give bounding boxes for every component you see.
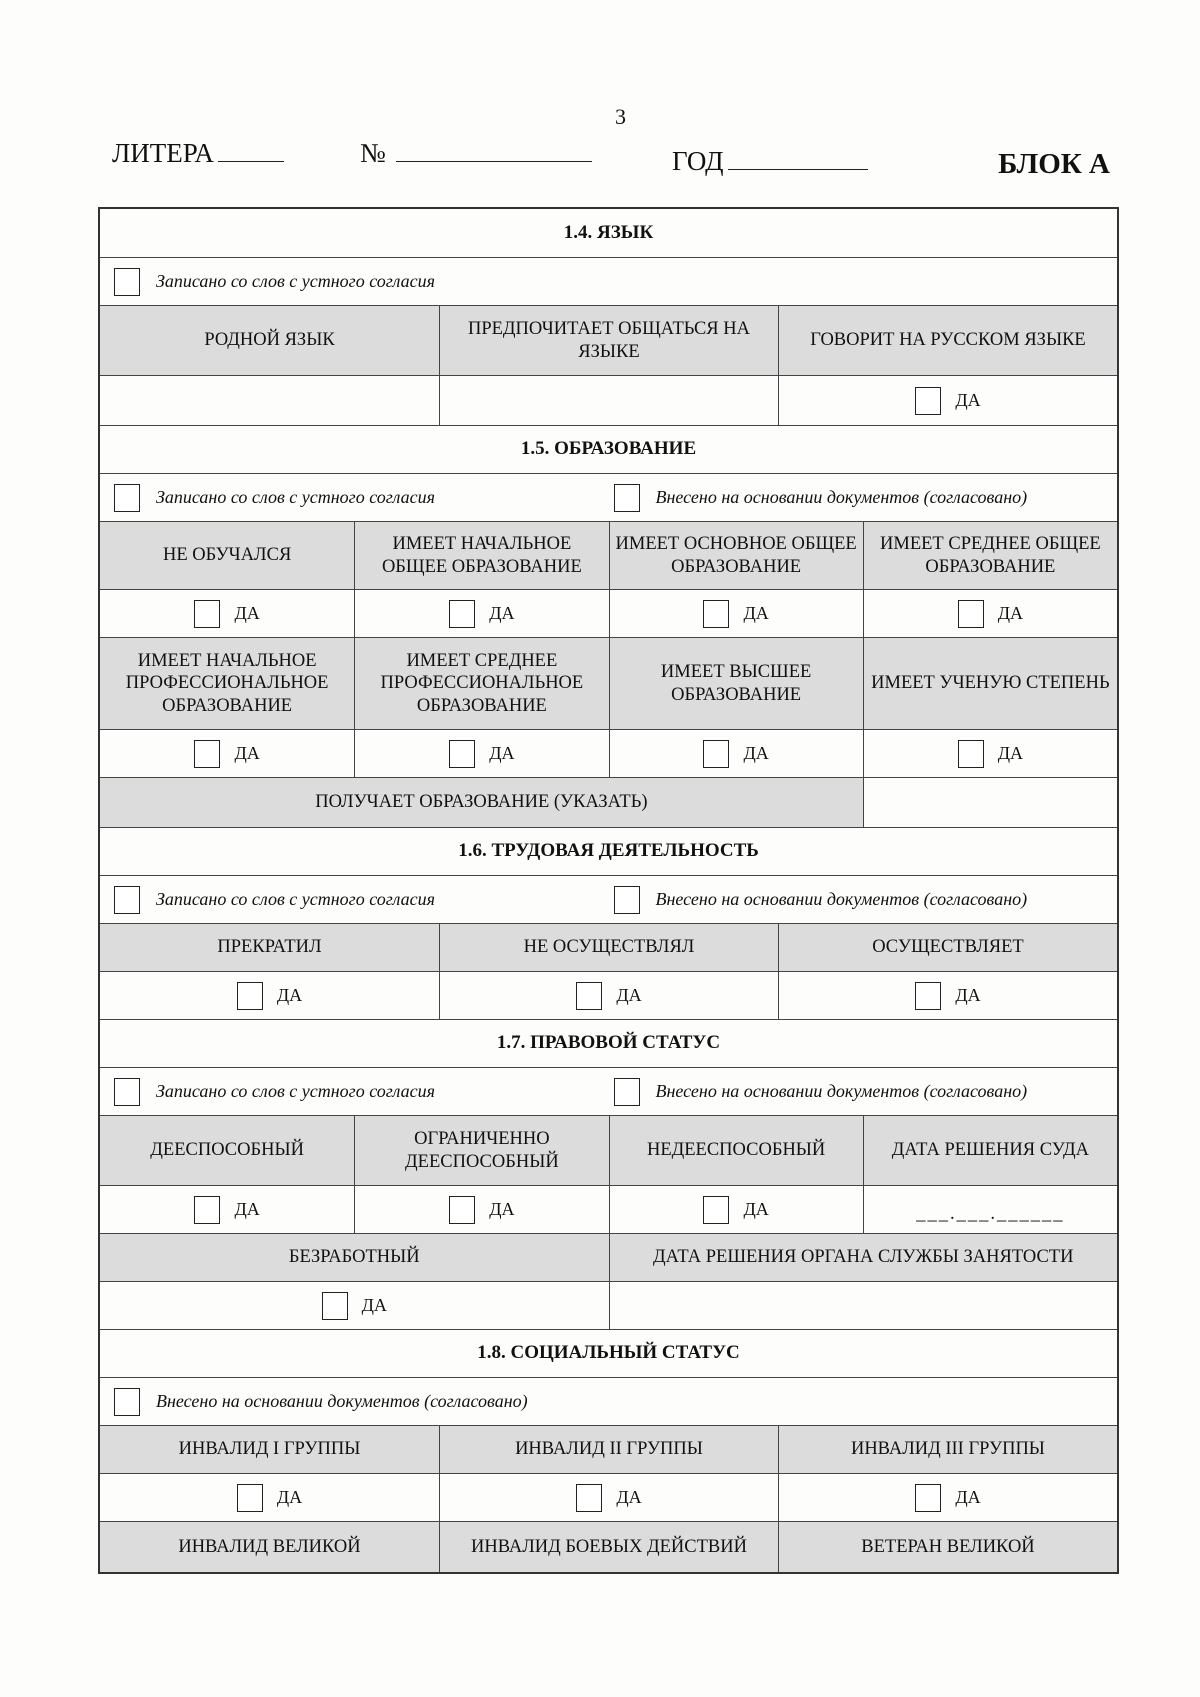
yes-checkbox[interactable] bbox=[958, 740, 984, 768]
yes-label: ДА bbox=[361, 1294, 387, 1315]
header-cell: ИМЕЕТ УЧЕНУЮ СТЕПЕНЬ bbox=[863, 638, 1117, 729]
yes-label: ДА bbox=[955, 389, 981, 410]
oral-consent-note: Записано со слов с устного согласия bbox=[156, 1080, 435, 1101]
header-cell: ПРЕДПОЧИТАЕТ ОБЩАТЬСЯ НА ЯЗЫКЕ bbox=[439, 306, 778, 375]
yes-label: ДА bbox=[997, 742, 1024, 763]
yes-label: ДА bbox=[616, 1486, 642, 1507]
header-cell: ДАТА РЕШЕНИЯ СУДА bbox=[863, 1116, 1117, 1185]
header-cell: ГОВОРИТ НА РУССКОМ ЯЗЫКЕ bbox=[778, 306, 1117, 375]
documents-note: Внесено на основании документов (согласовано) bbox=[156, 1390, 528, 1411]
header-cell: ОГРАНИЧЕННО ДЕЕСПОСОБНЫЙ bbox=[354, 1116, 608, 1185]
section-title-row bbox=[100, 827, 1117, 875]
header-cell: ИНВАЛИД III ГРУППЫ bbox=[778, 1426, 1117, 1473]
yes-checkbox[interactable] bbox=[958, 600, 984, 628]
header-cell: РОДНОЙ ЯЗЫК bbox=[100, 306, 439, 375]
answer-row bbox=[100, 729, 1117, 777]
litera-input-line[interactable] bbox=[218, 160, 284, 162]
yes-checkbox[interactable] bbox=[703, 1196, 729, 1224]
yes-checkbox[interactable] bbox=[449, 600, 475, 628]
header-row bbox=[100, 1233, 1117, 1281]
header-row bbox=[100, 637, 1117, 729]
yes-label: ДА bbox=[955, 1486, 981, 1507]
yes-label: ДА bbox=[955, 984, 981, 1005]
oral-consent-note: Записано со слов с устного согласия bbox=[156, 486, 435, 507]
yes-checkbox[interactable] bbox=[194, 600, 220, 628]
litera-label: ЛИТЕРА bbox=[112, 138, 214, 168]
yes-label: ДА bbox=[489, 742, 515, 763]
unemployed-label: БЕЗРАБОТНЫЙ bbox=[100, 1234, 609, 1281]
number-input-line[interactable] bbox=[396, 160, 592, 162]
note-row bbox=[100, 875, 1117, 923]
year-field bbox=[672, 146, 868, 177]
number-label: № bbox=[360, 138, 386, 168]
employment-decision-date-label: ДАТА РЕШЕНИЯ ОРГАНА СЛУЖБЫ ЗАНЯТОСТИ bbox=[609, 1234, 1118, 1281]
section-1-8-title: 1.8. СОЦИАЛЬНЫЙ СТАТУС bbox=[477, 1342, 740, 1364]
header-row bbox=[100, 923, 1117, 971]
oral-consent-note: Записано со слов с устного согласия bbox=[156, 270, 435, 291]
yes-checkbox[interactable] bbox=[576, 1484, 602, 1512]
page-number: 3 bbox=[615, 104, 626, 129]
questionnaire-form bbox=[98, 207, 1119, 1574]
header-cell: НЕ ОСУЩЕСТВЛЯЛ bbox=[439, 924, 778, 971]
answer-row bbox=[100, 1185, 1117, 1233]
note-row bbox=[100, 1377, 1117, 1425]
section-title-row bbox=[100, 1019, 1117, 1067]
yes-checkbox[interactable] bbox=[194, 740, 220, 768]
oral-consent-checkbox[interactable] bbox=[114, 886, 140, 914]
header-cell: ИНВАЛИД I ГРУППЫ bbox=[100, 1426, 439, 1473]
header-cell: ДЕЕСПОСОБНЫЙ bbox=[100, 1116, 354, 1185]
yes-checkbox[interactable] bbox=[703, 600, 729, 628]
documents-checkbox[interactable] bbox=[614, 484, 640, 512]
section-1-6-title: 1.6. ТРУДОВАЯ ДЕЯТЕЛЬНОСТЬ bbox=[458, 840, 759, 862]
answer-row bbox=[100, 1281, 1117, 1329]
yes-label: ДА bbox=[743, 1198, 769, 1219]
yes-checkbox[interactable] bbox=[703, 740, 729, 768]
section-1-5-title: 1.5. ОБРАЗОВАНИЕ bbox=[520, 438, 697, 460]
yes-label: ДА bbox=[743, 742, 769, 763]
section-title-row bbox=[100, 1329, 1117, 1377]
unemployed-checkbox[interactable] bbox=[322, 1292, 348, 1320]
employment-decision-date-input[interactable] bbox=[609, 1282, 1118, 1329]
yes-checkbox[interactable] bbox=[576, 982, 602, 1010]
yes-label: ДА bbox=[489, 602, 515, 623]
yes-label: ДА bbox=[743, 602, 769, 623]
yes-checkbox[interactable] bbox=[915, 982, 941, 1010]
header-cell: ИМЕЕТ СРЕДНЕЕ ОБЩЕЕ ОБРАЗОВАНИЕ bbox=[863, 522, 1117, 589]
documents-checkbox[interactable] bbox=[614, 1078, 640, 1106]
section-1-4-title: 1.4. ЯЗЫК bbox=[563, 221, 654, 243]
note-row bbox=[100, 257, 1117, 305]
header-row bbox=[100, 1521, 1117, 1572]
yes-checkbox[interactable] bbox=[237, 982, 263, 1010]
header-row bbox=[100, 521, 1117, 589]
header-cell: ОСУЩЕСТВЛЯЕТ bbox=[778, 924, 1117, 971]
header-row bbox=[100, 1115, 1117, 1185]
documents-note: Внесено на основании документов (согласовано) bbox=[655, 486, 1028, 507]
number-field bbox=[360, 138, 592, 169]
yes-label: ДА bbox=[234, 602, 260, 623]
header-cell: ИНВАЛИД БОЕВЫХ ДЕЙСТВИЙ bbox=[439, 1522, 778, 1572]
preferred-language-input[interactable] bbox=[439, 376, 778, 425]
litera-field bbox=[112, 138, 284, 169]
header-cell: ИМЕЕТ ОСНОВНОЕ ОБЩЕЕ ОБРАЗОВАНИЕ bbox=[609, 522, 863, 589]
section-1-7-title: 1.7. ПРАВОВОЙ СТАТУС bbox=[496, 1032, 721, 1054]
header-cell: ПРЕКРАТИЛ bbox=[100, 924, 439, 971]
yes-checkbox[interactable] bbox=[915, 1484, 941, 1512]
yes-checkbox[interactable] bbox=[237, 1484, 263, 1512]
header-row bbox=[100, 1425, 1117, 1473]
answer-row bbox=[100, 1473, 1117, 1521]
header-cell: ВЕТЕРАН ВЕЛИКОЙ bbox=[778, 1522, 1117, 1572]
section-title-row bbox=[100, 209, 1117, 257]
documents-note: Внесено на основании документов (согласовано) bbox=[655, 1080, 1028, 1101]
receiving-education-row bbox=[100, 777, 1117, 827]
oral-consent-checkbox[interactable] bbox=[114, 1078, 140, 1106]
header-cell: ИМЕЕТ СРЕДНЕЕ ПРОФЕССИОНАЛЬНОЕ ОБРАЗОВАНИЕ bbox=[354, 638, 608, 729]
header-cell: ИМЕЕТ ВЫСШЕЕ ОБРАЗОВАНИЕ bbox=[609, 638, 863, 729]
yes-label: ДА bbox=[997, 602, 1024, 623]
yes-label: ДА bbox=[489, 1198, 515, 1219]
note-row bbox=[100, 473, 1117, 521]
oral-consent-checkbox[interactable] bbox=[114, 484, 140, 512]
year-label: ГОД bbox=[672, 146, 724, 176]
answer-row bbox=[100, 971, 1117, 1019]
header-cell: ИМЕЕТ НАЧАЛЬНОЕ ОБЩЕЕ ОБРАЗОВАНИЕ bbox=[354, 522, 608, 589]
year-input-line[interactable] bbox=[728, 168, 868, 170]
documents-note: Внесено на основании документов (согласовано) bbox=[655, 888, 1028, 909]
answer-row bbox=[100, 589, 1117, 637]
header-row bbox=[100, 305, 1117, 375]
oral-consent-checkbox[interactable] bbox=[114, 268, 140, 296]
yes-checkbox[interactable] bbox=[449, 740, 475, 768]
header-cell: ИМЕЕТ НАЧАЛЬНОЕ ПРОФЕССИОНАЛЬНОЕ ОБРАЗОВАНИЕ bbox=[100, 638, 354, 729]
header-cell: ИНВАЛИД II ГРУППЫ bbox=[439, 1426, 778, 1473]
header-cell: НЕДЕЕСПОСОБНЫЙ bbox=[609, 1116, 863, 1185]
yes-label: ДА bbox=[234, 1198, 260, 1219]
header-cell: ИНВАЛИД ВЕЛИКОЙ bbox=[100, 1522, 439, 1572]
yes-label: ДА bbox=[276, 984, 303, 1005]
receiving-education-label: ПОЛУЧАЕТ ОБРАЗОВАНИЕ (УКАЗАТЬ) bbox=[100, 778, 863, 827]
yes-label: ДА bbox=[276, 1486, 303, 1507]
documents-checkbox[interactable] bbox=[114, 1388, 140, 1416]
block-label: БЛОК А bbox=[998, 148, 1110, 180]
court-decision-date-input[interactable]: ___.___.______ bbox=[863, 1186, 1117, 1233]
note-row bbox=[100, 1067, 1117, 1115]
section-title-row bbox=[100, 425, 1117, 473]
documents-checkbox[interactable] bbox=[614, 886, 640, 914]
oral-consent-note: Записано со слов с устного согласия bbox=[156, 888, 435, 909]
receiving-education-input[interactable] bbox=[863, 778, 1117, 827]
yes-checkbox[interactable] bbox=[194, 1196, 220, 1224]
speaks-russian-checkbox[interactable] bbox=[915, 387, 941, 415]
yes-label: ДА bbox=[234, 742, 260, 763]
header-cell: НЕ ОБУЧАЛСЯ bbox=[100, 522, 354, 589]
answer-row bbox=[100, 375, 1117, 425]
native-language-input[interactable] bbox=[100, 376, 439, 425]
yes-label: ДА bbox=[616, 984, 642, 1005]
yes-checkbox[interactable] bbox=[449, 1196, 475, 1224]
